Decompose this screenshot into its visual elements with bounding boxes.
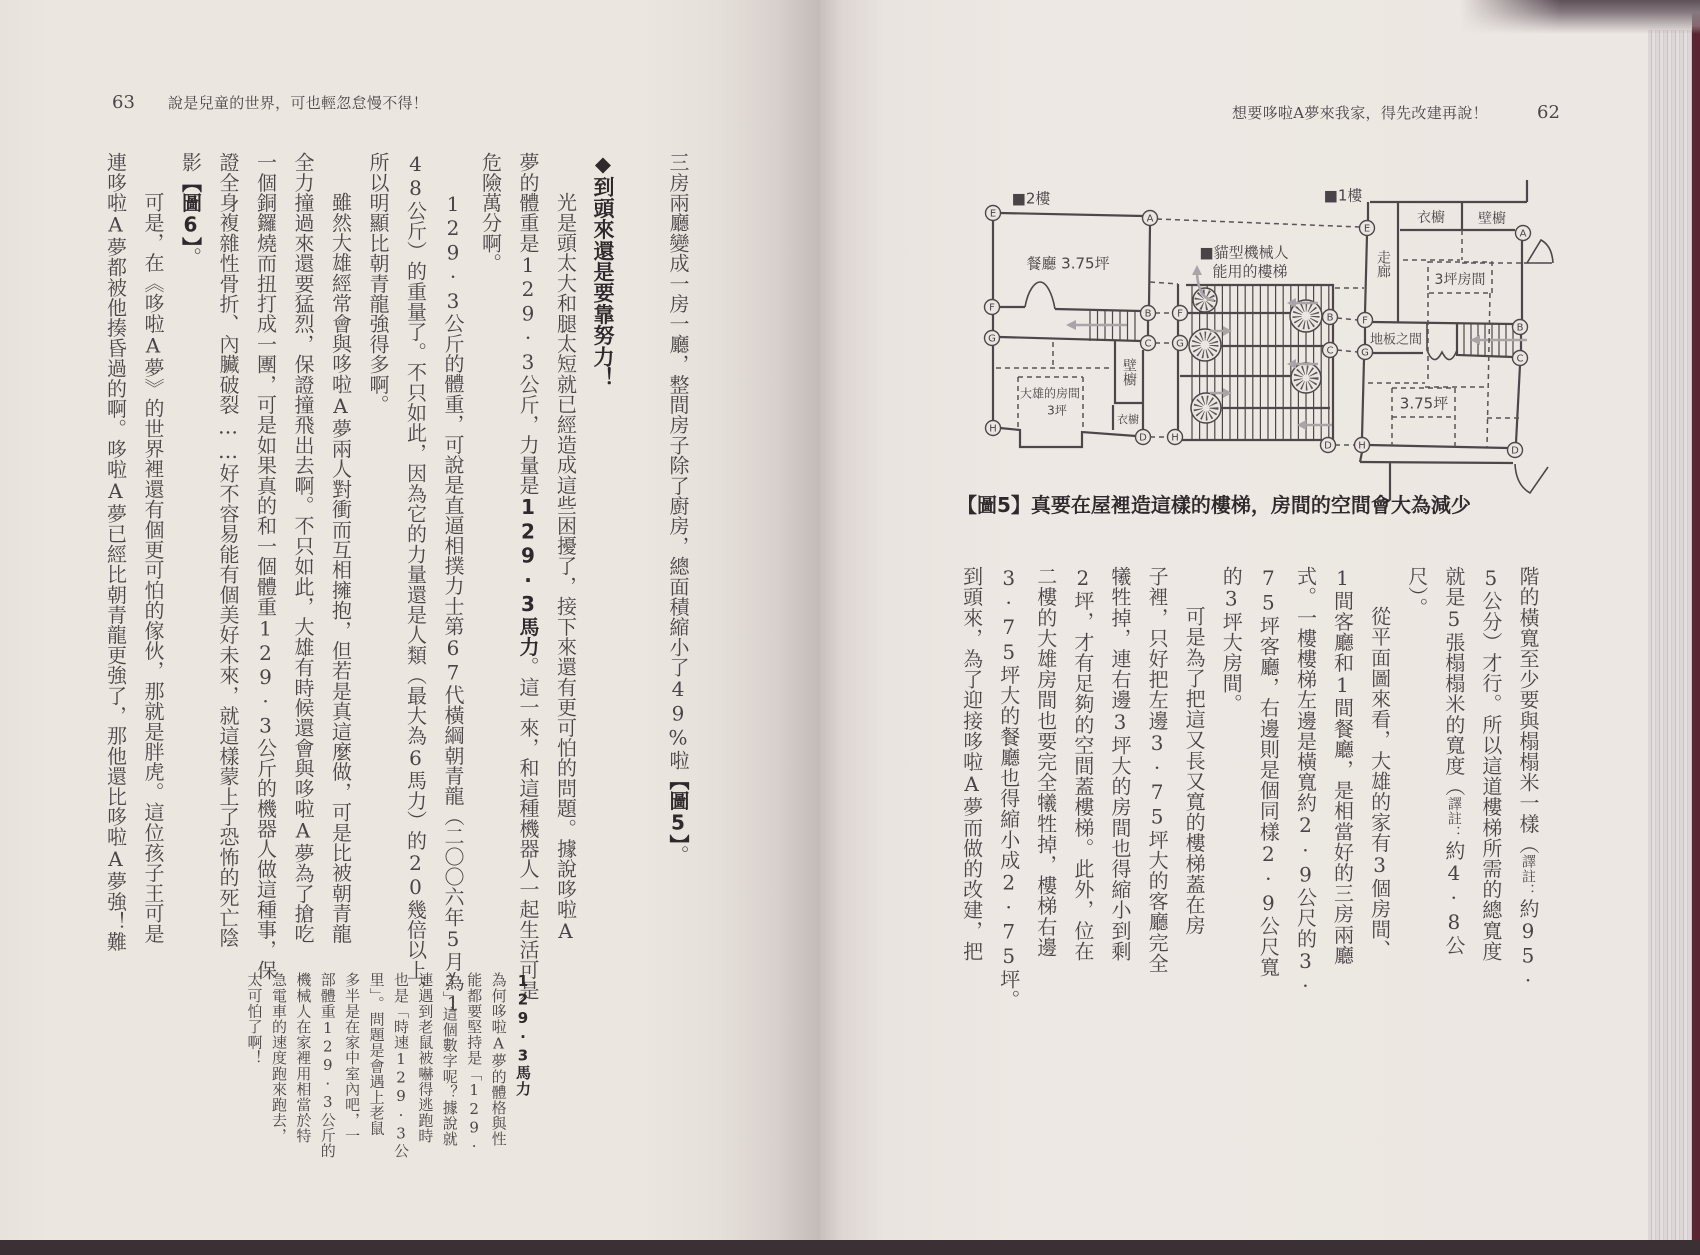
text-line: 子裡，只好把左邊3·75坪大的客廳完全 bbox=[1145, 566, 1170, 974]
svg-text:D: D bbox=[1324, 440, 1332, 452]
svg-text:C: C bbox=[1516, 353, 1524, 365]
text-line bbox=[1435, 566, 1472, 986]
text-line: 129·3公斤的體重，可說是直逼相撲力士第67代橫綱朝青龍（二〇〇六年5月為1 bbox=[441, 192, 465, 1016]
text-line: 連哆啦A夢都被他揍昏過的啊。哆啦A夢已經比朝青龍更強了，那他還比哆啦A夢強！難 bbox=[103, 152, 128, 952]
svg-text:F: F bbox=[1177, 308, 1183, 320]
grid-marker bbox=[986, 206, 1001, 221]
text-line: 一個銅鑼燒而扭打成一團，可是如果真的和一個體重129·3公斤的機器人做這種事，保 bbox=[253, 152, 278, 980]
svg-text:E: E bbox=[989, 208, 997, 220]
grid-marker bbox=[1141, 336, 1156, 351]
right-body-text bbox=[952, 566, 1546, 1010]
text-line: 2坪，才有足夠的空間蓋樓梯。此外，位在 bbox=[1070, 566, 1095, 962]
figure-reference: 【圖6】 bbox=[178, 172, 203, 248]
arrow-left-icon bbox=[1066, 320, 1127, 330]
figure-caption bbox=[957, 493, 1471, 517]
grid-marker bbox=[1173, 306, 1188, 321]
svg-text:H: H bbox=[989, 423, 997, 435]
left-body-text bbox=[96, 152, 696, 1016]
floor-2-title: ■2樓 bbox=[1011, 189, 1051, 208]
figure-reference: 【圖5】 bbox=[666, 770, 690, 845]
floor-1-title: ■1樓 bbox=[1323, 186, 1363, 205]
text-line: 雖然大雄經常會與哆啦A夢兩人對衝而互相擁抱，但若是真這麼做，可是比被朝青龍 bbox=[328, 192, 353, 944]
text-line: 從平面圖來看，大雄的家有3個房間、 bbox=[1367, 606, 1392, 961]
grid-marker bbox=[1168, 430, 1183, 445]
living-room-label: 3.75坪 bbox=[1399, 394, 1449, 413]
grid-marker bbox=[1508, 443, 1523, 458]
grid-marker bbox=[1355, 438, 1370, 453]
page-number: 62 bbox=[1537, 102, 1560, 123]
side-note-line: 里」。問題是會遇上老鼠 bbox=[367, 972, 386, 1137]
text-run: 階的橫寬至少要與榻榻米一樣（ bbox=[1516, 566, 1540, 855]
text-line: 到頭來，為了迎接哆啦A夢而做的改建，把 bbox=[959, 566, 984, 962]
side-note-line: 機械人在家裡用相當於特 bbox=[294, 972, 313, 1144]
text-line: 所以明顯比朝青龍強得多啊。 bbox=[366, 152, 390, 415]
floor-1-wardrobe-label: 衣櫥 bbox=[1417, 210, 1445, 226]
svg-text:A: A bbox=[1519, 228, 1527, 240]
text-run: 。 bbox=[666, 844, 690, 866]
blank-line bbox=[621, 152, 659, 982]
svg-text:H: H bbox=[1171, 432, 1179, 444]
text-line: 犧牲掉，連右邊3坪大的房間也得縮小到剩 bbox=[1107, 566, 1132, 962]
svg-text:G: G bbox=[1176, 338, 1184, 350]
side-note-line: 急電車的速度跑來跑去， bbox=[269, 972, 288, 1144]
grid-marker bbox=[986, 421, 1001, 436]
svg-text:C: C bbox=[1144, 338, 1152, 350]
emphasis-text: 129·3馬力 bbox=[516, 495, 540, 657]
text-line: 的3坪大房間。 bbox=[1219, 566, 1244, 715]
text-line: 尺）。 bbox=[1404, 566, 1429, 618]
svg-text:G: G bbox=[1361, 347, 1369, 359]
scan-bottom-edge bbox=[0, 1240, 1700, 1255]
grid-marker bbox=[1513, 320, 1528, 335]
tokonoma-label: 地板之間 bbox=[1369, 332, 1423, 348]
side-note-line: 太可怕了啊！ bbox=[245, 972, 264, 1066]
text-run: 夢的體重是129·3公斤，力量是 bbox=[516, 152, 540, 496]
text-line: 光是頭太大和腿太短就已經造成這些困擾了，接下來還有更可怕的問題。據說哆啦A bbox=[553, 192, 578, 944]
svg-text:B: B bbox=[1326, 312, 1334, 324]
floor-1-closet-label: 壁櫥 bbox=[1478, 211, 1506, 227]
svg-text:D: D bbox=[1511, 445, 1519, 457]
side-note-line: 能都要堅持是「129· bbox=[465, 972, 484, 1156]
grid-marker bbox=[1323, 343, 1338, 358]
svg-text:H: H bbox=[1358, 440, 1366, 452]
side-note-line: 3」這個數字呢？據說就 bbox=[440, 972, 459, 1147]
text-line bbox=[659, 152, 697, 982]
grid-marker bbox=[1516, 226, 1531, 241]
grid-marker bbox=[1321, 438, 1336, 453]
svg-text:A: A bbox=[1146, 213, 1154, 225]
nobita-room-label: 大雄的房間 bbox=[1019, 386, 1081, 401]
text-run: 影 bbox=[178, 152, 203, 173]
text-line: 二樓的大雄房間也要完全犧牲掉，樓梯右邊 bbox=[1033, 566, 1058, 958]
dining-room-label: 餐廳 3.75坪 bbox=[1026, 254, 1110, 273]
grid-marker bbox=[1513, 351, 1528, 366]
text-line bbox=[171, 152, 209, 982]
grid-marker bbox=[985, 331, 1000, 346]
text-line: 5公分）才行。所以這道樓梯所需的總寬度 bbox=[1478, 566, 1503, 962]
text-run: 三房兩廳變成一房一廳，整間房子除了廚房，總面積縮小了49%啦 bbox=[666, 152, 690, 770]
svg-text:D: D bbox=[1139, 432, 1147, 444]
svg-text:B: B bbox=[1144, 308, 1152, 320]
floor-2-wardrobe-label: 衣櫥 bbox=[1117, 413, 1139, 426]
grid-marker bbox=[985, 300, 1000, 315]
grid-marker bbox=[1136, 430, 1151, 445]
translator-note-marker: 譯註： bbox=[1520, 854, 1536, 899]
svg-text:E: E bbox=[1363, 223, 1371, 235]
svg-text:C: C bbox=[1326, 345, 1334, 357]
text-run: 。這一來，和這種機器人一起生活可是 bbox=[516, 656, 540, 1001]
text-line: 48公斤）的重量了。不只如此，因為它的力量還是人類（最大為6馬力）的20幾倍以上， bbox=[403, 152, 428, 1001]
grid-marker bbox=[1360, 221, 1375, 236]
side-note-line: 部體重129·3公斤的 bbox=[318, 972, 337, 1159]
page-number: 63 bbox=[112, 92, 135, 113]
translator-note-marker: 譯註： bbox=[1445, 796, 1462, 841]
robot-staircase bbox=[1178, 265, 1333, 440]
svg-text:F: F bbox=[1362, 315, 1368, 327]
text-run: 約4·8公 bbox=[1441, 840, 1466, 956]
grid-marker bbox=[1141, 306, 1156, 321]
door-icon bbox=[1515, 464, 1548, 493]
staircase-subtitle: 能用的樓梯 bbox=[1212, 262, 1288, 281]
text-line: 可是為了把這又長又寬的樓梯蓋在房 bbox=[1182, 606, 1207, 936]
corridor-label: 走廊 bbox=[1375, 250, 1391, 278]
section-heading: ◆到頭來還是要靠努力！ bbox=[591, 152, 615, 389]
door-icon bbox=[1025, 282, 1055, 309]
text-line: 危險萬分啊。 bbox=[478, 152, 503, 274]
text-line bbox=[509, 152, 547, 1001]
caption-label: 【圖5】 bbox=[957, 493, 1031, 517]
scan-shadow bbox=[1460, 0, 1700, 34]
text-line: 3·75坪大的餐廳也得縮小成2·75坪。 bbox=[996, 566, 1021, 1010]
running-head: 想要哆啦A夢來我家，得先改建再說！ bbox=[1232, 104, 1488, 122]
text-line: 可是，在《哆啦A夢》的世界裡還有個更可怕的傢伙，那就是胖虎。這位孩子王可是 bbox=[141, 192, 165, 944]
book-cover-edge bbox=[1692, 0, 1700, 1255]
side-note-line: 為何哆啦A夢的體格與性 bbox=[489, 972, 508, 1147]
side-note-line: 也是「時速129·3公 bbox=[391, 972, 410, 1159]
caption-text: 真要在屋裡造這樣的樓梯，房間的空間會大為減少 bbox=[1030, 493, 1471, 517]
text-line: 式。一樓樓梯左邊是橫寬約2·9公尺的3· bbox=[1293, 566, 1318, 998]
staircase-title: ■貓型機械人 bbox=[1199, 243, 1289, 262]
running-head: 說是兒童的世界，可也輕忽怠慢不得！ bbox=[168, 94, 429, 112]
side-note-line: 多半是在家中室內吧，一 bbox=[343, 972, 362, 1144]
nobita-room-size: 3坪 bbox=[1047, 403, 1067, 418]
svg-text:B: B bbox=[1516, 322, 1524, 334]
grid-marker bbox=[1173, 336, 1188, 351]
three-ping-room-label: 3坪房間 bbox=[1434, 272, 1486, 288]
side-note-title: 129·3馬力 bbox=[514, 972, 532, 1097]
text-line bbox=[1509, 566, 1546, 993]
grid-marker bbox=[1323, 310, 1338, 325]
svg-text:G: G bbox=[988, 333, 996, 345]
side-note bbox=[242, 972, 535, 1172]
page-stack-edge bbox=[1648, 30, 1692, 1255]
door-icon bbox=[1524, 240, 1553, 263]
grid-marker bbox=[1143, 211, 1158, 226]
text-line: 全力撞過來還要猛烈，保證撞飛出去啊。不只如此，大雄有時候還會與哆啦A夢為了搶吃 bbox=[291, 152, 315, 944]
text-run: 就是5張榻榻米的寬度（ bbox=[1441, 566, 1466, 797]
text-line: 1間客廳和1間餐廳，是相當好的三房兩廳 bbox=[1330, 566, 1355, 966]
svg-text:F: F bbox=[989, 302, 995, 314]
double-door-icon bbox=[1427, 322, 1457, 360]
text-run: 約95· bbox=[1516, 898, 1540, 993]
text-line: 證全身複雜性骨折、內臟破裂……好不容易能有個美好未來，就這樣蒙上了恐怖的死亡陰 bbox=[216, 152, 240, 948]
text-run: 。 bbox=[178, 247, 203, 268]
side-note-line: 連遇到老鼠被嚇得逃跑時 bbox=[416, 972, 435, 1144]
floor-2-closet-label: 壁櫥 bbox=[1121, 358, 1137, 386]
grid-marker bbox=[1358, 313, 1373, 328]
text-line: 75坪客廳，右邊則是個同樣2·9公尺寬 bbox=[1256, 566, 1281, 978]
